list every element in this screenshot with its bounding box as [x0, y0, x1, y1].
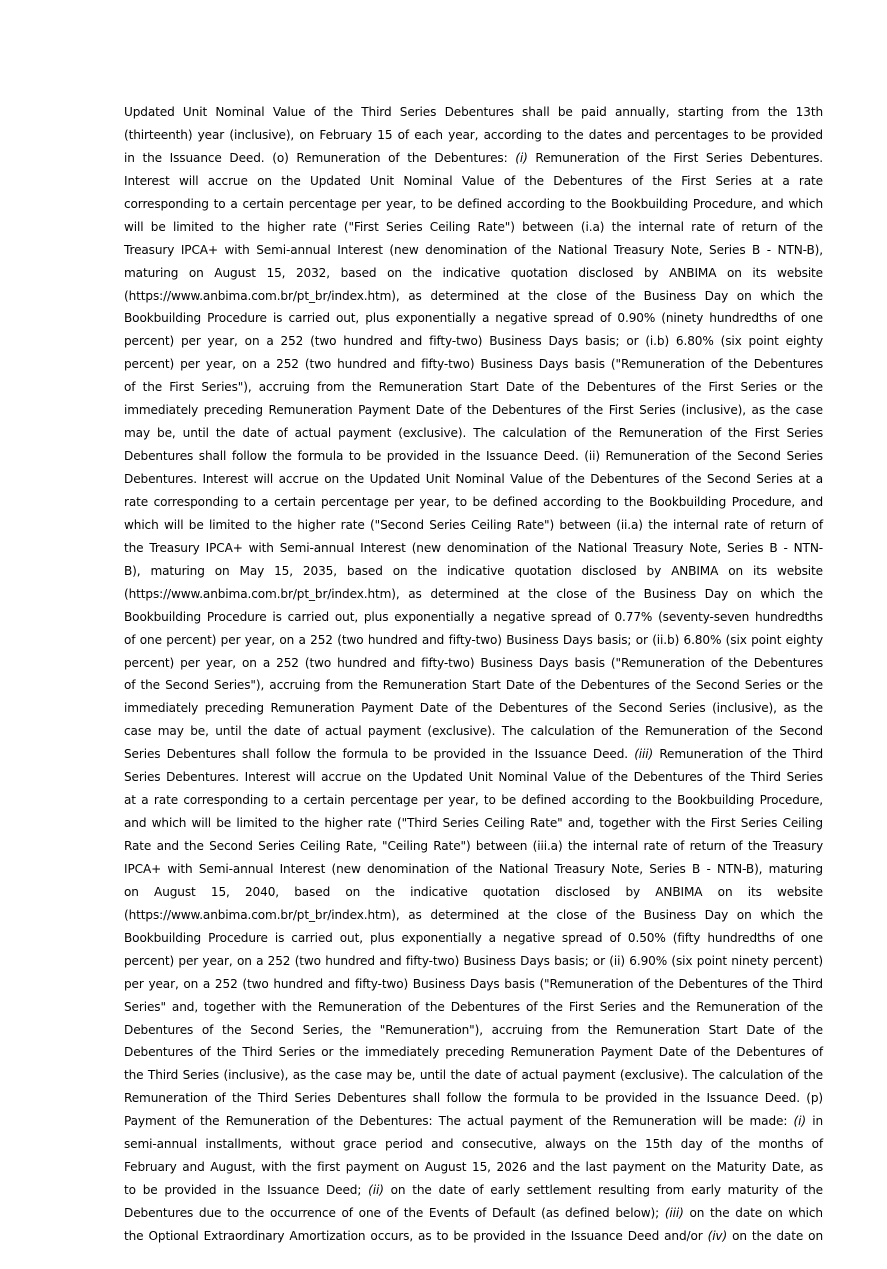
- text-segment: percent) per year, on a 252 (two hundred and fifty-two) Business Days basis ("Remuneration of the Debentures: [124, 655, 823, 670]
- text-line: [124, 720, 823, 743]
- text-line: [124, 1225, 823, 1248]
- text-line: [124, 285, 823, 308]
- text-segment: Debentures shall follow the formula to be provided in the Issuance Deed. (ii) Remuneration of the Second Series: [124, 449, 823, 464]
- text-segment: in: [805, 1114, 823, 1129]
- text-line: [124, 514, 823, 537]
- text-segment: Debentures. Interest will accrue on the Updated Unit Nominal Value of the Debentures of the Second Series at a: [124, 472, 823, 486]
- text-line: [124, 376, 823, 399]
- text-line: [124, 996, 823, 1019]
- text-segment: B), maturing on May 15, 2035, based on the indicative quotation disclosed by ANBIMA on its website: [124, 563, 823, 578]
- text-segment: Payment of the Remuneration of the Debentures: The actual payment of the Remuneration will be made:: [124, 1114, 794, 1129]
- text-line: [124, 147, 823, 170]
- text-line: [124, 789, 823, 812]
- text-line: [124, 1156, 823, 1179]
- text-segment: Bookbuilding Procedure is carried out, plus exponentially a negative spread of 0.77% (seventy-seven hundredths: [124, 609, 823, 624]
- italic-text-segment: (iii): [634, 747, 654, 762]
- text-segment: IPCA+ with Semi-annual Interest (new denomination of the National Treasury Note, Series B - NTN-B), maturing: [124, 861, 823, 876]
- text-segment: the Third Series (inclusive), as the case may be, until the date of actual payment (exclusive). The calculation of the: [124, 1068, 823, 1083]
- text-line: [124, 468, 823, 491]
- text-line: [124, 560, 823, 583]
- text-segment: Series" and, together with the Remuneration of the Debentures of the First Series and the Remuneration of the: [124, 999, 823, 1014]
- italic-text-segment: (ii): [368, 1183, 384, 1198]
- text-line: [124, 1179, 823, 1202]
- text-line: [124, 422, 823, 445]
- text-segment: Rate and the Second Series Ceiling Rate, "Ceiling Rate") between (iii.a) the internal rate of return of the Treasury: [124, 839, 823, 853]
- text-line: [124, 674, 823, 697]
- text-segment: immediately preceding Remuneration Payment Date of the Debentures of the Second Series (inclusive), as the: [124, 701, 823, 716]
- text-segment: of the Second Series"), accruing from the Remuneration Start Date of the Debentures of the Second Series or the: [124, 678, 823, 693]
- text-line: [124, 399, 823, 422]
- text-segment: Updated Unit Nominal Value of the Third Series Debentures shall be paid annually, starting from the 13th: [124, 105, 823, 119]
- text-segment: to be provided in the Issuance Deed;: [124, 1183, 369, 1198]
- text-segment: immediately preceding Remuneration Payment Date of the Debentures of the First Series (inclusive), as the case: [124, 403, 823, 418]
- text-line: [124, 1110, 823, 1133]
- text-segment: Debentures due to the occurrence of one of the Events of Default (as defined below);: [124, 1206, 665, 1220]
- text-segment: the Optional Extraordinary Amortization occurs, as to be provided in the Issuance Deed and/or: [124, 1228, 708, 1243]
- text-segment: Interest will accrue on the Updated Unit Nominal Value of the Debentures of the First Series at a rate: [124, 173, 823, 188]
- text-line: [124, 835, 823, 858]
- text-line: [124, 1202, 823, 1225]
- italic-text-segment: (i): [515, 150, 528, 165]
- text-segment: Bookbuilding Procedure is carried out, plus exponentially a negative spread of 0.90% (ninety hundredths of one: [124, 311, 823, 326]
- text-segment: (thirteenth) year (inclusive), on February 15 of each year, according to the dates and percentages to be provided: [124, 127, 823, 142]
- text-segment: on the date on: [727, 1228, 823, 1243]
- text-segment: corresponding to a certain percentage per year, to be defined according to the Bookbuilding Procedure, and which: [124, 196, 823, 211]
- text-segment: maturing on August 15, 2032, based on the indicative quotation disclosed by ANBIMA on its website: [124, 265, 823, 280]
- text-line: [124, 1064, 823, 1087]
- text-line: [124, 1133, 823, 1156]
- text-line: [124, 101, 823, 124]
- text-line: [124, 766, 823, 789]
- text-segment: percent) per year, on a 252 (two hundred and fifty-two) Business Days basis; or (ii) 6.90% (six point ninety percent): [124, 953, 823, 968]
- text-segment: rate corresponding to a certain percentage per year, to be defined according to the Bookbuilding Procedure, and: [124, 494, 823, 509]
- text-segment: percent) per year, on a 252 (two hundred and fifty-two) Business Days basis; or (i.b) 6.80% (six point eighty: [124, 334, 823, 349]
- text-line: [124, 697, 823, 720]
- text-line: [124, 262, 823, 285]
- text-segment: which will be limited to the higher rate ("Second Series Ceiling Rate") between (ii.a) the internal rate of return of: [124, 517, 823, 532]
- text-segment: Debentures of the Third Series or the immediately preceding Remuneration Payment Date of the Debentures of: [124, 1045, 823, 1060]
- italic-text-segment: (iv): [707, 1228, 728, 1243]
- italic-text-segment: (i): [793, 1114, 806, 1129]
- document-body: [124, 101, 823, 1248]
- text-line: [124, 170, 823, 193]
- text-line: [124, 239, 823, 262]
- text-segment: Bookbuilding Procedure is carried out, plus exponentially a negative spread of 0.50% (fifty hundredths of one: [124, 930, 823, 945]
- text-line: [124, 1087, 823, 1110]
- text-segment: the Treasury IPCA+ with Semi-annual Interest (new denomination of the National Treasury Note, Series B - NTN-: [124, 540, 823, 555]
- text-segment: may be, until the date of actual payment (exclusive). The calculation of the Remuneration of the First Series: [124, 426, 823, 441]
- text-segment: on the date of early settlement resulting from early maturity of the: [383, 1183, 824, 1198]
- text-segment: in the Issuance Deed. (o) Remuneration of the Debentures:: [124, 150, 516, 165]
- text-segment: (https://www.anbima.com.br/pt_br/index.htm), as determined at the close of the Business Day on which the: [124, 907, 823, 922]
- text-segment: Remuneration of the First Series Debentures.: [527, 150, 823, 165]
- text-line: [124, 353, 823, 376]
- text-segment: (https://www.anbima.com.br/pt_br/index.htm), as determined at the close of the Business Day on which the: [124, 586, 823, 601]
- text-segment: Treasury IPCA+ with Semi-annual Interest (new denomination of the National Treasury Note, Series B - NTN-B),: [124, 242, 823, 257]
- text-segment: and which will be limited to the higher rate ("Third Series Ceiling Rate" and, together with the First Series Ceiling: [124, 816, 823, 831]
- text-line: [124, 330, 823, 353]
- text-segment: (https://www.anbima.com.br/pt_br/index.htm), as determined at the close of the Business Day on which the: [124, 288, 823, 303]
- text-segment: semi-annual installments, without grace period and consecutive, always on the 15th day of the months of: [124, 1137, 823, 1152]
- text-line: [124, 193, 823, 216]
- text-line: [124, 216, 823, 239]
- text-line: [124, 1019, 823, 1042]
- text-segment: Series Debentures. Interest will accrue on the Updated Unit Nominal Value of the Debentures of the Third Series: [124, 770, 823, 785]
- text-line: [124, 124, 823, 147]
- text-line: [124, 950, 823, 973]
- text-line: [124, 307, 823, 330]
- text-line: [124, 445, 823, 468]
- text-line: [124, 606, 823, 629]
- text-segment: will be limited to the higher rate ("First Series Ceiling Rate") between (i.a) the internal rate of return of the: [124, 219, 823, 234]
- text-line: [124, 652, 823, 675]
- text-segment: Debentures of the Second Series, the "Remuneration"), accruing from the Remuneration Start Date of the: [124, 1022, 823, 1037]
- text-line: [124, 858, 823, 881]
- text-line: [124, 973, 823, 996]
- text-line: [124, 491, 823, 514]
- text-line: [124, 537, 823, 560]
- text-segment: percent) per year, on a 252 (two hundred and fifty-two) Business Days basis ("Remuneration of the Debentures: [124, 357, 823, 372]
- text-segment: per year, on a 252 (two hundred and fifty-two) Business Days basis ("Remuneration of the Debentures of the Third: [124, 976, 823, 991]
- text-segment: of one percent) per year, on a 252 (two hundred and fifty-two) Business Days basis; or (ii.b) 6.80% (six point eighty: [124, 632, 823, 647]
- text-segment: February and August, with the first payment on August 15, 2026 and the last payment on the Maturity Date, as: [124, 1160, 823, 1175]
- text-line: [124, 812, 823, 835]
- text-line: [124, 743, 823, 766]
- text-line: [124, 629, 823, 652]
- text-segment: of the First Series"), accruing from the Remuneration Start Date of the Debentures of the First Series or the: [124, 380, 823, 395]
- text-line: [124, 881, 823, 904]
- text-line: [124, 904, 823, 927]
- text-segment: case may be, until the date of actual payment (exclusive). The calculation of the Remuneration of the Second: [124, 724, 823, 739]
- text-segment: Series Debentures shall follow the formula to be provided in the Issuance Deed.: [124, 747, 635, 762]
- text-line: [124, 583, 823, 606]
- text-segment: on the date on which: [683, 1206, 823, 1220]
- text-segment: Remuneration of the Third Series Debentures shall follow the formula to be provided in the Issuance Deed. (p): [124, 1091, 823, 1106]
- text-segment: on August 15, 2040, based on the indicative quotation disclosed by ANBIMA on its website: [124, 884, 823, 899]
- text-segment: at a rate corresponding to a certain percentage per year, to be defined according to the Bookbuilding Procedure,: [124, 793, 823, 808]
- text-line: [124, 1041, 823, 1064]
- text-segment: Remuneration of the Third: [653, 747, 823, 762]
- text-line: [124, 927, 823, 950]
- italic-text-segment: (iii): [664, 1206, 684, 1220]
